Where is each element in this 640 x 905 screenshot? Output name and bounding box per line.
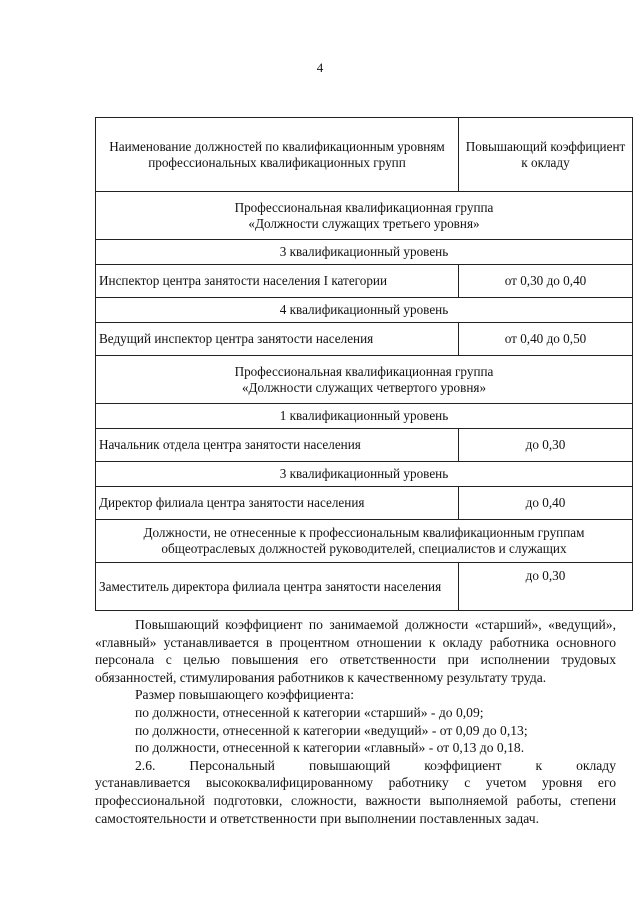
size-intro: Размер повышающего коэффициента: xyxy=(135,687,355,703)
paragraph-number: 2.6. xyxy=(135,757,156,773)
group-title-line1: Профессиональная квалификационная группа xyxy=(234,199,494,215)
level-row xyxy=(96,240,633,265)
position-row xyxy=(96,265,633,298)
level-row xyxy=(96,462,633,487)
group-title xyxy=(96,356,633,404)
position-coefficient: от 0,40 до 0,50 xyxy=(459,323,633,356)
list-item-senior: по должности, отнесенной к категории «старший» - до 0,09; xyxy=(135,704,484,720)
word: повышающий xyxy=(308,757,391,773)
position-coefficient: до 0,30 xyxy=(459,429,633,462)
list-item-leading: по должности, отнесенной к категории «ведущий» - от 0,09 до 0,13; xyxy=(135,722,528,738)
group-row xyxy=(96,192,633,240)
group-row xyxy=(96,356,633,404)
level-label: 1 квалификационный уровень xyxy=(96,404,633,429)
level-label: 3 квалификационный уровень xyxy=(96,240,633,265)
other-positions-row xyxy=(96,520,633,563)
position-coefficient: до 0,40 xyxy=(459,487,633,520)
position-row xyxy=(96,429,633,462)
body-text xyxy=(95,616,616,827)
other-title-line1: Должности, не отнесенные к профессиональным квалификационным группам xyxy=(143,525,585,540)
other-title-line2: общеотраслевых должностей руководителей, специалистов и служащих xyxy=(161,541,567,556)
group-title-line2: «Должности служащих третьего уровня» xyxy=(248,215,480,231)
coefficient-table-container xyxy=(95,117,626,611)
word: Персональный xyxy=(189,757,275,773)
list-item-chief: по должности, отнесенной к категории «главный» - от 0,13 до 0,18. xyxy=(135,740,525,756)
paragraph-raising-coefficient: Повышающий коэффициент по занимаемой должности «старший», «ведущий», «главный» устанавливается в процентном отношении к окладу работника основного персонала с целью повышения его ответственности при исполнении трудовых обязанностей, стимулирования работников к качественному результату труда. xyxy=(95,617,616,685)
coefficient-table xyxy=(95,117,633,611)
level-row xyxy=(96,298,633,323)
header-coefficient: Повышающий коэффициент к окладу xyxy=(459,118,633,192)
level-label: 4 квалификационный уровень xyxy=(96,298,633,323)
position-row xyxy=(96,563,633,611)
page-number: 4 xyxy=(316,60,324,75)
word: коэффициент xyxy=(424,757,502,773)
paragraph-2-6-first-line xyxy=(95,757,616,775)
group-title-line2: «Должности служащих четвертого уровня» xyxy=(241,379,487,395)
position-row xyxy=(96,323,633,356)
position-name: Инспектор центра занятости населения I категории xyxy=(96,265,459,298)
level-label: 3 квалификационный уровень xyxy=(96,462,633,487)
word: к xyxy=(535,757,543,773)
other-positions-title xyxy=(96,520,633,563)
level-row xyxy=(96,404,633,429)
group-title xyxy=(96,192,633,240)
word: окладу xyxy=(576,757,616,773)
position-row xyxy=(96,487,633,520)
paragraph-2-6-rest: устанавливается высококвалифицированному работнику с учетом уровня его профессиональной подготовки, сложности, важности выполняемой работы, степени самостоятельности и ответственности при выполнении поставленных задач. xyxy=(95,775,616,826)
position-name: Директор филиала центра занятости населения xyxy=(96,487,459,520)
position-coefficient: до 0,30 xyxy=(459,563,633,611)
position-name: Ведущий инспектор центра занятости населения xyxy=(96,323,459,356)
table-header-row xyxy=(96,118,633,192)
position-name: Заместитель директора филиала центра занятости населения xyxy=(96,563,459,611)
group-title-line1: Профессиональная квалификационная группа xyxy=(234,363,494,379)
header-position-name: Наименование должностей по квалификационным уровням профессиональных квалификационных групп xyxy=(96,118,459,192)
position-coefficient: от 0,30 до 0,40 xyxy=(459,265,633,298)
position-name: Начальник отдела центра занятости населения xyxy=(96,429,459,462)
